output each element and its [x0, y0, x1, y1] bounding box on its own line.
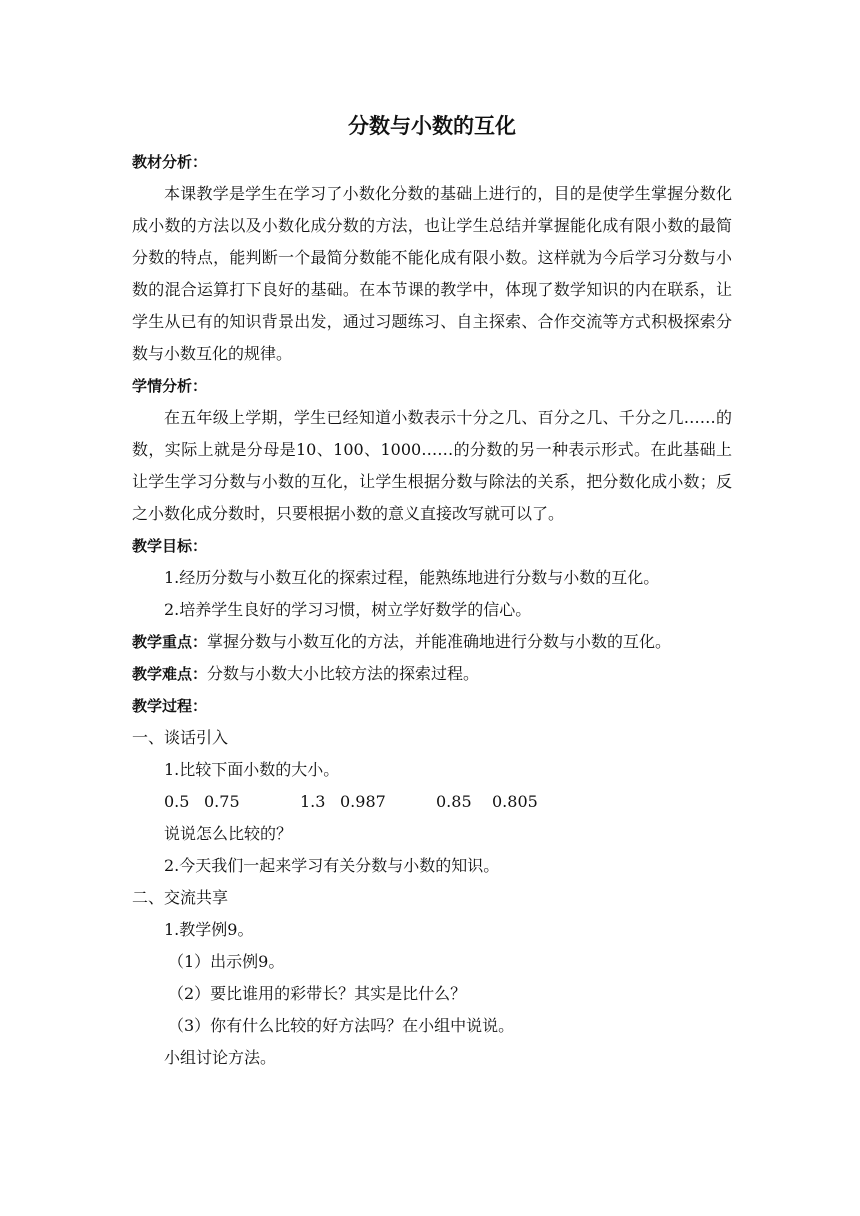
goals-heading: 教学目标： [132, 537, 208, 555]
difficulty-label: 教学难点： [132, 665, 208, 683]
process-heading: 教学过程： [132, 697, 208, 715]
number-value: 1.3 [300, 792, 326, 811]
number-value: 0.987 [340, 792, 386, 811]
part2-note: 小组讨论方法。 [164, 1048, 277, 1067]
goal-item-1: 1.经历分数与小数互化的探索过程，能熟练地进行分数与小数的互化。 [164, 568, 660, 587]
document-title: 分数与小数的互化 [348, 114, 516, 138]
document-page [132, 110, 732, 1074]
key-point [132, 626, 732, 658]
goal-item-2: 2.培养学生良好的学习习惯，树立学好数学的信心。 [164, 600, 532, 619]
number-value: 0.75 [204, 792, 240, 811]
difficulty-text: 分数与小数大小比较方法的探索过程。 [207, 664, 480, 683]
number-value: 0.805 [492, 792, 538, 811]
students-heading: 学情分析： [132, 377, 208, 395]
part2-sub-2: （2）要比谁用的彩带长？其实是比什么？ [168, 984, 467, 1003]
number-value: 0.85 [436, 792, 472, 811]
key-point-label: 教学重点： [132, 633, 208, 651]
part1-ask: 说说怎么比较的？ [164, 824, 293, 843]
material-paragraph: 本课教学是学生在学习了小数化分数的基础上进行的，目的是使学生掌握分数化成小数的方法以及小数化成分数的方法，也让学生总结并掌握能化成有限小数的最简分数的特点，能判断一个最简分数能不能化成有限小数。这样就为今后学习分数与小数的混合运算打下良好的基础。在本节课的教学中，体现了数学知识的内在联系，让学生从已有的知识背景出发，通过习题练习、自主探索、合作交流等方式积极探索分数与小数互化的规律。 [132, 184, 732, 363]
part2-item1: 1.教学例9。 [164, 920, 254, 939]
difficulty-point [132, 658, 732, 690]
part2-title: 二、交流共享 [132, 888, 229, 907]
students-paragraph: 在五年级上学期，学生已经知道小数表示十分之几、百分之几、千分之几……的数，实际上就是分母是10、100、1000……的分数的另一种表示形式。在此基础上让学生学习分数与小数的互化，让学生根据分数与除法的关系，把分数化成小数；反之小数化成分数时，只要根据小数的意义直接改写就可以了。 [132, 408, 732, 523]
key-point-text: 掌握分数与小数互化的方法，并能准确地进行分数与小数的互化。 [207, 632, 672, 651]
part1-item1: 1.比较下面小数的大小。 [164, 760, 340, 779]
part1-title: 一、谈话引入 [132, 728, 229, 747]
material-heading: 教材分析： [132, 153, 208, 171]
part1-item2: 2.今天我们一起来学习有关分数与小数的知识。 [164, 856, 500, 875]
part2-sub-3: （3）你有什么比较的好方法吗？在小组中说说。 [168, 1016, 515, 1035]
part2-sub-1: （1）出示例9。 [168, 952, 285, 971]
number-row [132, 786, 732, 818]
number-value: 0.5 [164, 792, 190, 811]
